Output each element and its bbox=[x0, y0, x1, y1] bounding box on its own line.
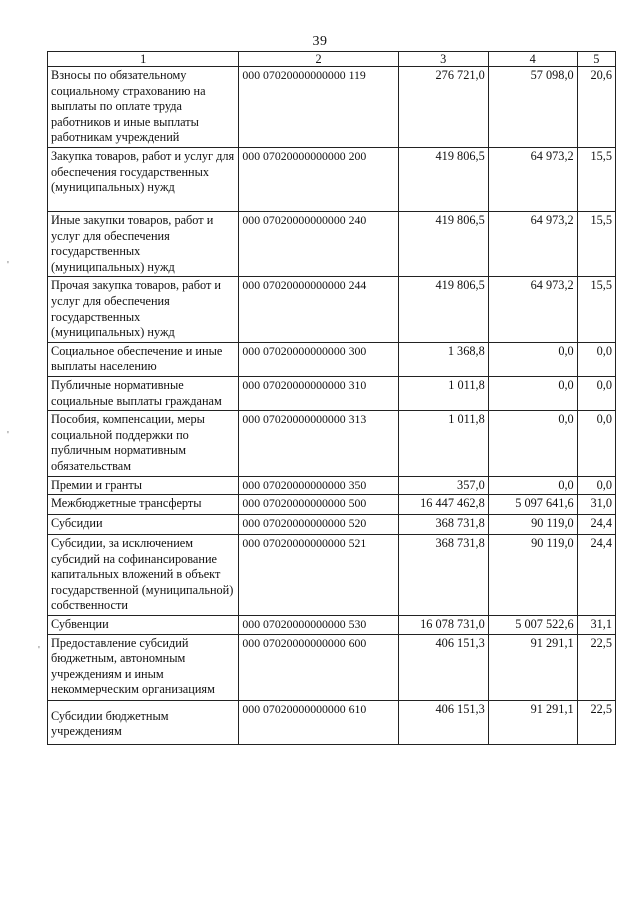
row-name: Социальное обеспечение и иные выплаты населению bbox=[48, 342, 239, 376]
budget-table bbox=[47, 51, 616, 745]
row-col3: 16 447 462,8 bbox=[398, 495, 488, 515]
row-code: 000 07020000000000 530 bbox=[239, 616, 398, 635]
row-code: 000 07020000000000 313 bbox=[239, 411, 398, 476]
row-col4: 57 098,0 bbox=[488, 67, 577, 148]
row-col4: 91 291,1 bbox=[488, 700, 577, 744]
row-col5: 31,0 bbox=[577, 495, 615, 515]
row-code: 000 07020000000000 600 bbox=[239, 634, 398, 700]
row-col3: 1 011,8 bbox=[398, 376, 488, 410]
row-col4: 91 291,1 bbox=[488, 634, 577, 700]
table-row bbox=[48, 342, 616, 376]
row-name: Предоставление субсидий бюджетным, автономным учреждениям и иным некоммерческим организациям bbox=[48, 634, 239, 700]
row-name: Субсидии bbox=[48, 515, 239, 535]
table-row bbox=[48, 411, 616, 476]
row-name: Закупка товаров, работ и услуг для обеспечения государственных (муниципальных) нужд bbox=[48, 148, 239, 212]
column-header: 3 bbox=[398, 52, 488, 67]
table-row bbox=[48, 67, 616, 148]
table-row bbox=[48, 700, 616, 744]
row-col5: 0,0 bbox=[577, 476, 615, 495]
column-header: 1 bbox=[48, 52, 239, 67]
row-col5: 31,1 bbox=[577, 616, 615, 635]
table-row bbox=[48, 535, 616, 616]
row-col5: 0,0 bbox=[577, 342, 615, 376]
row-col5: 15,5 bbox=[577, 277, 615, 342]
row-col3: 1 368,8 bbox=[398, 342, 488, 376]
row-name: Пособия, компенсации, меры социальной поддержки по публичным нормативным обязательствам bbox=[48, 411, 239, 476]
row-col5: 15,5 bbox=[577, 212, 615, 277]
row-col5: 0,0 bbox=[577, 411, 615, 476]
table-row bbox=[48, 495, 616, 515]
row-col4: 5 007 522,6 bbox=[488, 616, 577, 635]
row-name: Субсидии, за исключением субсидий на софинансирование капитальных вложений в объект государственной (муниципальной) собственности bbox=[48, 535, 239, 616]
column-header: 4 bbox=[488, 52, 577, 67]
row-col4: 0,0 bbox=[488, 411, 577, 476]
table-row bbox=[48, 212, 616, 277]
row-code: 000 07020000000000 119 bbox=[239, 67, 398, 148]
row-col5: 24,4 bbox=[577, 515, 615, 535]
row-col3: 419 806,5 bbox=[398, 148, 488, 212]
table-row bbox=[48, 515, 616, 535]
row-name: Взносы по обязательному социальному страхованию на выплаты по оплате труда работников и иные выплаты работникам учреждений bbox=[48, 67, 239, 148]
scan-margin-mark: ' bbox=[7, 430, 9, 441]
row-col4: 64 973,2 bbox=[488, 212, 577, 277]
row-name: Субсидии бюджетным учреждениям bbox=[48, 700, 239, 744]
row-code: 000 07020000000000 610 bbox=[239, 700, 398, 744]
row-col5: 20,6 bbox=[577, 67, 615, 148]
row-col3: 419 806,5 bbox=[398, 212, 488, 277]
row-name: Публичные нормативные социальные выплаты гражданам bbox=[48, 376, 239, 410]
table-row bbox=[48, 277, 616, 342]
row-col4: 5 097 641,6 bbox=[488, 495, 577, 515]
table-row bbox=[48, 616, 616, 635]
row-code: 000 07020000000000 520 bbox=[239, 515, 398, 535]
scan-margin-mark: ' bbox=[38, 645, 40, 656]
row-col3: 406 151,3 bbox=[398, 634, 488, 700]
row-code: 000 07020000000000 500 bbox=[239, 495, 398, 515]
row-col3: 406 151,3 bbox=[398, 700, 488, 744]
row-code: 000 07020000000000 350 bbox=[239, 476, 398, 495]
row-col5: 0,0 bbox=[577, 376, 615, 410]
row-col3: 276 721,0 bbox=[398, 67, 488, 148]
scan-margin-mark: ' bbox=[7, 260, 9, 271]
row-col4: 0,0 bbox=[488, 342, 577, 376]
row-col4: 64 973,2 bbox=[488, 148, 577, 212]
row-col3: 16 078 731,0 bbox=[398, 616, 488, 635]
row-col3: 419 806,5 bbox=[398, 277, 488, 342]
row-col5: 15,5 bbox=[577, 148, 615, 212]
row-col5: 22,5 bbox=[577, 700, 615, 744]
row-name: Прочая закупка товаров, работ и услуг для обеспечения государственных (муниципальных) нужд bbox=[48, 277, 239, 342]
row-col4: 0,0 bbox=[488, 476, 577, 495]
column-header: 2 bbox=[239, 52, 398, 67]
row-code: 000 07020000000000 240 bbox=[239, 212, 398, 277]
row-col3: 1 011,8 bbox=[398, 411, 488, 476]
column-header: 5 bbox=[577, 52, 615, 67]
row-name: Иные закупки товаров, работ и услуг для обеспечения государственных (муниципальных) нужд bbox=[48, 212, 239, 277]
row-col3: 357,0 bbox=[398, 476, 488, 495]
header-row bbox=[48, 52, 616, 67]
page-number: 39 bbox=[312, 34, 328, 49]
row-code: 000 07020000000000 521 bbox=[239, 535, 398, 616]
row-col3: 368 731,8 bbox=[398, 535, 488, 616]
table-row bbox=[48, 634, 616, 700]
row-code: 000 07020000000000 310 bbox=[239, 376, 398, 410]
row-col3: 368 731,8 bbox=[398, 515, 488, 535]
row-name: Премии и гранты bbox=[48, 476, 239, 495]
row-name: Межбюджетные трансферты bbox=[48, 495, 239, 515]
row-name: Субвенции bbox=[48, 616, 239, 635]
row-code: 000 07020000000000 244 bbox=[239, 277, 398, 342]
row-col4: 90 119,0 bbox=[488, 515, 577, 535]
table-row bbox=[48, 476, 616, 495]
row-col4: 64 973,2 bbox=[488, 277, 577, 342]
table-row bbox=[48, 148, 616, 212]
row-col4: 0,0 bbox=[488, 376, 577, 410]
table-row bbox=[48, 376, 616, 410]
row-code: 000 07020000000000 300 bbox=[239, 342, 398, 376]
row-col4: 90 119,0 bbox=[488, 535, 577, 616]
row-col5: 22,5 bbox=[577, 634, 615, 700]
row-col5: 24,4 bbox=[577, 535, 615, 616]
row-code: 000 07020000000000 200 bbox=[239, 148, 398, 212]
